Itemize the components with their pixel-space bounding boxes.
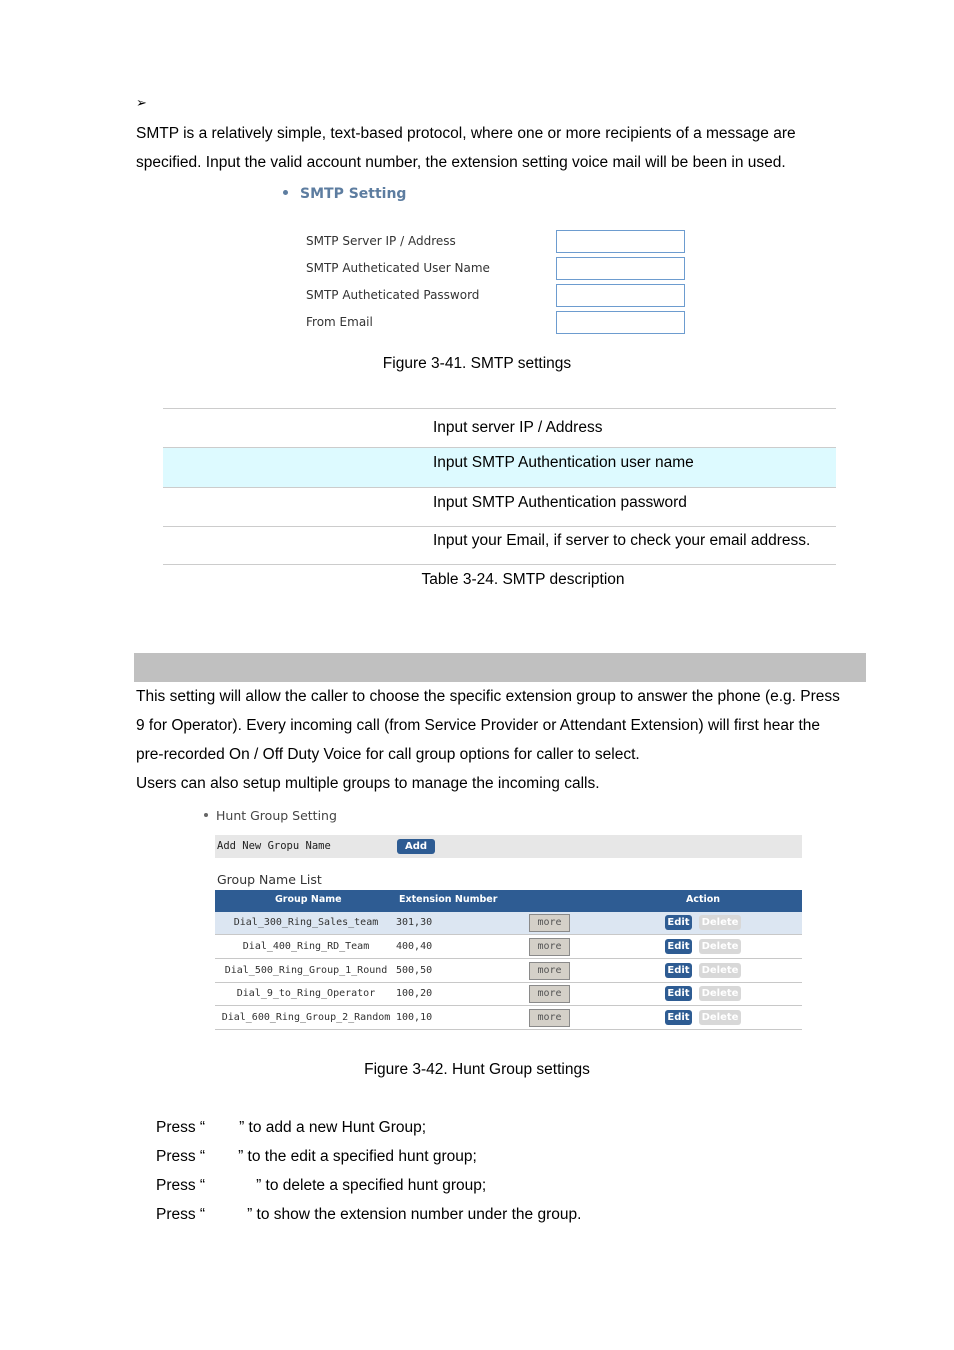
smtp-password-label: SMTP Autheticated Password bbox=[306, 288, 480, 302]
hunt-intro-line: Users can also setup multiple groups to manage the incoming calls. bbox=[136, 775, 600, 792]
header-action: Action bbox=[686, 894, 721, 905]
hunt-intro-line: pre-recorded On / Off Duty Voice for call group options for caller to select. bbox=[136, 746, 640, 763]
extension-cell: 400,40 bbox=[396, 941, 433, 952]
table-row bbox=[215, 936, 802, 959]
press-suffix: ” to the edit a specified hunt group; bbox=[238, 1148, 477, 1165]
group-name-cell: Dial_300_Ring_Sales_team bbox=[233, 917, 379, 928]
press-suffix: ” to delete a specified hunt group; bbox=[256, 1177, 487, 1194]
table-cell-description: Input server IP / Address bbox=[433, 419, 603, 436]
smtp-intro-line: SMTP is a relatively simple, text-based protocol, where one or more recipients of a message are bbox=[136, 125, 796, 142]
extension-cell: 500,50 bbox=[396, 965, 433, 976]
from-email-label: From Email bbox=[306, 315, 373, 329]
hunt-intro-line: This setting will allow the caller to choose the specific extension group to answer the phone (e.g. Press bbox=[136, 688, 840, 705]
smtp-setting-title-text: SMTP Setting bbox=[300, 186, 407, 202]
press-prefix: Press “ bbox=[156, 1119, 206, 1136]
edit-button[interactable]: Edit bbox=[665, 939, 692, 954]
smtp-intro-line: specified. Input the valid account number, the extension setting voice mail will be been in used. bbox=[136, 154, 786, 171]
header-extension-number: Extension Number bbox=[399, 894, 498, 905]
edit-button[interactable]: Edit bbox=[665, 986, 692, 1001]
smtp-password-input[interactable] bbox=[556, 284, 685, 307]
more-button[interactable]: more bbox=[529, 985, 570, 1003]
bullet-dot-icon bbox=[283, 190, 288, 195]
group-name-cell: Dial_600_Ring_Group_2_Random bbox=[221, 1012, 391, 1023]
add-group-label: Add New Gropu Name bbox=[217, 840, 331, 852]
group-table-header bbox=[215, 890, 802, 912]
smtp-user-input[interactable] bbox=[556, 257, 685, 280]
more-button[interactable]: more bbox=[529, 914, 570, 932]
delete-button[interactable]: Delete bbox=[699, 939, 741, 954]
edit-button[interactable]: Edit bbox=[665, 915, 692, 930]
table-row bbox=[163, 447, 836, 487]
table-row bbox=[215, 960, 802, 983]
press-suffix: ” to add a new Hunt Group; bbox=[239, 1119, 427, 1136]
press-suffix: ” to show the extension number under the group. bbox=[247, 1206, 582, 1223]
add-group-button[interactable]: Add bbox=[397, 839, 435, 854]
extension-cell: 301,30 bbox=[396, 917, 433, 928]
table-cell-description: Input SMTP Authentication user name bbox=[433, 454, 694, 471]
delete-button[interactable]: Delete bbox=[699, 986, 741, 1001]
table-cell-description: Input your Email, if server to check your email address. bbox=[433, 532, 811, 549]
delete-button[interactable]: Delete bbox=[699, 963, 741, 978]
table-row bbox=[215, 912, 802, 935]
group-name-list-title: Group Name List bbox=[217, 872, 322, 887]
smtp-figure-caption: Figure 3-41. SMTP settings bbox=[382, 355, 572, 372]
more-button[interactable]: more bbox=[529, 962, 570, 980]
delete-button[interactable]: Delete bbox=[699, 1010, 741, 1025]
smtp-intro-paragraph bbox=[136, 119, 866, 177]
table-row bbox=[215, 983, 802, 1006]
smtp-server-label: SMTP Server IP / Address bbox=[306, 234, 456, 248]
extension-cell: 100,20 bbox=[396, 988, 433, 999]
table-row bbox=[215, 1007, 802, 1030]
press-instruction-delete bbox=[156, 1177, 486, 1195]
extension-cell: 100,10 bbox=[396, 1012, 433, 1023]
from-email-input[interactable] bbox=[556, 311, 685, 334]
bullet-dot-icon bbox=[204, 813, 208, 817]
hunt-group-setting-title bbox=[204, 808, 337, 823]
group-name-cell: Dial_400_Ring_RD_Team bbox=[242, 941, 370, 952]
more-button[interactable]: more bbox=[529, 938, 570, 956]
edit-button[interactable]: Edit bbox=[665, 963, 692, 978]
table-row bbox=[163, 526, 836, 565]
hunt-figure-caption: Figure 3-42. Hunt Group settings bbox=[364, 1061, 590, 1078]
smtp-user-label: SMTP Autheticated User Name bbox=[306, 261, 490, 275]
table-row bbox=[163, 487, 836, 526]
hunt-group-setting-title-text: Hunt Group Setting bbox=[216, 808, 337, 823]
smtp-setting-title bbox=[283, 186, 406, 202]
header-group-name: Group Name bbox=[275, 894, 342, 905]
group-name-cell: Dial_500_Ring_Group_1_Round bbox=[224, 965, 388, 976]
more-button[interactable]: more bbox=[529, 1009, 570, 1027]
table-cell-description: Input SMTP Authentication password bbox=[433, 494, 687, 511]
press-prefix: Press “ bbox=[156, 1177, 206, 1194]
table-row bbox=[163, 408, 836, 447]
bullet-arrow-icon: ➢ bbox=[136, 96, 147, 111]
press-prefix: Press “ bbox=[156, 1206, 206, 1223]
hunt-intro-line: 9 for Operator). Every incoming call (from Service Provider or Attendant Extension) will first hear the bbox=[136, 717, 820, 734]
press-instruction-more bbox=[156, 1206, 581, 1224]
press-instruction-edit bbox=[156, 1148, 477, 1166]
smtp-table-caption: Table 3-24. SMTP description bbox=[421, 571, 625, 588]
delete-button[interactable]: Delete bbox=[699, 915, 741, 930]
group-name-cell: Dial_9_to_Ring_Operator bbox=[236, 988, 376, 999]
press-prefix: Press “ bbox=[156, 1148, 206, 1165]
edit-button[interactable]: Edit bbox=[665, 1010, 692, 1025]
hunt-intro-paragraph bbox=[136, 682, 876, 798]
press-instruction-add bbox=[156, 1119, 426, 1137]
section-heading-bar bbox=[134, 653, 866, 682]
smtp-server-input[interactable] bbox=[556, 230, 685, 253]
